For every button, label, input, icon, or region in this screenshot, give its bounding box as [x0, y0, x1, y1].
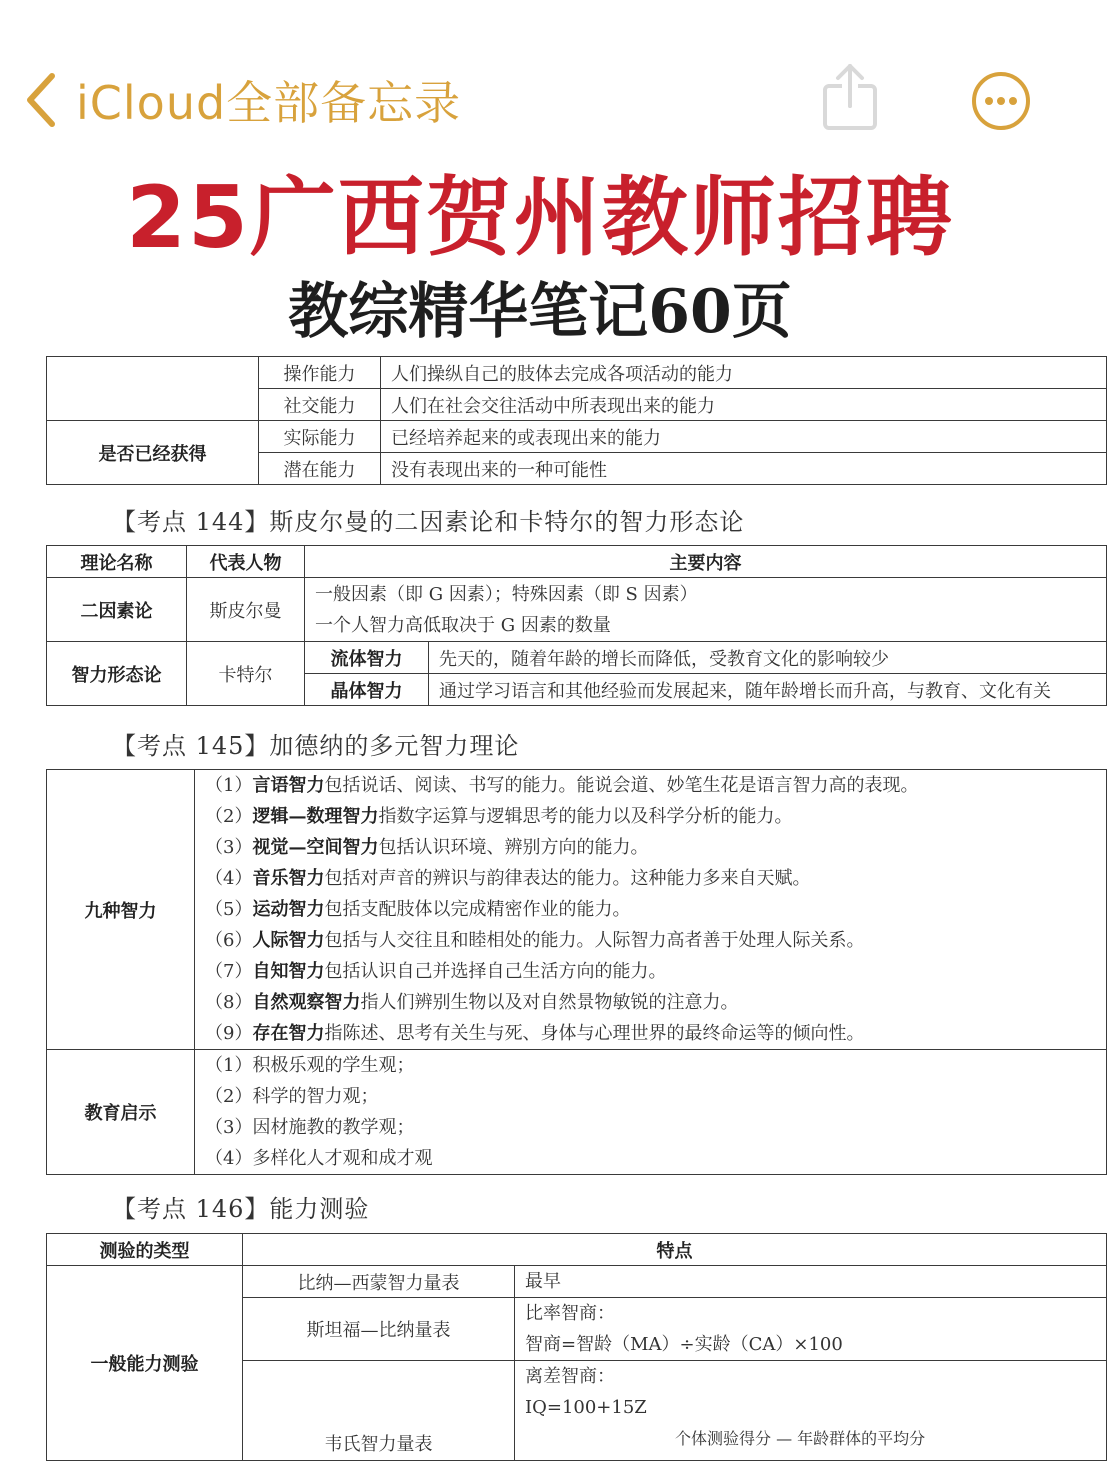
- table-header-row: [47, 1234, 1107, 1266]
- content-line: 一般因素（即 G 因素）；特殊因素（即 S 因素）: [315, 583, 698, 605]
- header-type: 测验的类型: [47, 1234, 243, 1266]
- fluid-desc: 先天的，随着年龄的增长而降低，受教育文化的影响较少: [429, 642, 1107, 674]
- ability-tests-table: [46, 1233, 1107, 1461]
- ability-types-table: [46, 356, 1107, 485]
- list-item: （3）因材施教的教学观；: [205, 1117, 415, 1138]
- scale-feature: [515, 1361, 1107, 1461]
- sub-title: 教综精华笔记60页: [288, 277, 792, 347]
- list-item: （2）科学的智力观；: [205, 1086, 379, 1107]
- chevron-left-icon: [22, 70, 62, 130]
- table-row: [47, 421, 1107, 453]
- theory-name: 智力形态论: [47, 642, 187, 706]
- group-label: 一般能力测验: [47, 1266, 243, 1461]
- multiple-intelligences-table: [46, 769, 1107, 1175]
- list-item: （9）存在智力指陈述、思考有关生与死、身体与心理世界的最终命运等的倾向性。: [205, 1023, 865, 1044]
- feature-line: 离差智商：: [525, 1366, 615, 1387]
- scale-name: 比纳—西蒙智力量表: [243, 1266, 515, 1298]
- fluid-term: 流体智力: [305, 642, 429, 674]
- table-row: [47, 357, 1107, 389]
- ability-desc: 人们在社会交往活动中所表现出来的能力: [381, 389, 1107, 421]
- nine-items: [195, 770, 1107, 1050]
- section-heading-145: 【考点 145】加德纳的多元智力理论: [112, 732, 520, 760]
- ability-type: 实际能力: [259, 421, 381, 453]
- list-item: （6）人际智力包括与人交往且和睦相处的能力。人际智力高者善于处理人际关系。: [205, 930, 865, 951]
- list-item: （7）自知智力包括认识自己并选择自己生活方向的能力。: [205, 961, 667, 982]
- ability-type: 操作能力: [259, 357, 381, 389]
- nav-bar: [0, 0, 1080, 160]
- back-label: iCloud全部备忘录: [76, 76, 462, 130]
- table-row: [47, 578, 1107, 642]
- ability-desc: 人们操纵自己的肢体去完成各项活动的能力: [381, 357, 1107, 389]
- table-cell-empty: [47, 357, 259, 421]
- theory-content: [305, 578, 1107, 642]
- crystal-term: 晶体智力: [305, 674, 429, 706]
- list-item: （2）逻辑—数理智力指数字运算与逻辑思考的能力以及科学分析的能力。: [205, 806, 793, 827]
- header-content: 主要内容: [305, 546, 1107, 578]
- share-icon[interactable]: [820, 62, 880, 132]
- feature-line: IQ=100+15Z: [525, 1397, 647, 1418]
- header-feature: 特点: [243, 1234, 1107, 1266]
- ability-type: 社交能力: [259, 389, 381, 421]
- list-item: （4）多样化人才观和成才观: [205, 1148, 433, 1169]
- table-row: [47, 1266, 1107, 1298]
- table-header-row: [47, 546, 1107, 578]
- ability-type: 潜在能力: [259, 453, 381, 485]
- crystal-desc: 通过学习语言和其他经验而发展起来，随年龄增长而升高，与教育、文化有关: [429, 674, 1107, 706]
- theory-name: 二因素论: [47, 578, 187, 642]
- feature-line: 智商=智龄（MA）÷实龄（CA）×100: [525, 1334, 843, 1355]
- header-theory: 理论名称: [47, 546, 187, 578]
- header-person: 代表人物: [187, 546, 305, 578]
- ability-desc: 已经培养起来的或表现出来的能力: [381, 421, 1107, 453]
- table-row: [47, 1050, 1107, 1175]
- list-item: （1）言语智力包括说话、阅读、书写的能力。能说会道、妙笔生花是语言智力高的表现。: [205, 775, 919, 796]
- group-label: 是否已经获得: [47, 421, 259, 485]
- section-heading-146: 【考点 146】能力测验: [112, 1195, 370, 1223]
- list-item: （5）运动智力包括支配肢体以完成精密作业的能力。: [205, 899, 631, 920]
- content-line: 一个人智力高低取决于 G 因素的数量: [315, 614, 611, 636]
- list-item: （3）视觉—空间智力包括认识环境、辨别方向的能力。: [205, 837, 649, 858]
- theory-person: 斯皮尔曼: [187, 578, 305, 642]
- intelligence-theory-table: [46, 545, 1107, 706]
- table-row: [47, 642, 1107, 674]
- scale-feature: [515, 1266, 1107, 1298]
- section-heading-144: 【考点 144】斯皮尔曼的二因素论和卡特尔的智力形态论: [112, 508, 745, 536]
- feature-line: 比率智商：: [525, 1303, 615, 1324]
- theory-person: 卡特尔: [187, 642, 305, 706]
- feature-line: 最早: [525, 1271, 561, 1292]
- list-item: （4）音乐智力包括对声音的辨识与韵律表达的能力。这种能力多来自天赋。: [205, 868, 811, 889]
- back-button[interactable]: [22, 68, 461, 132]
- ability-desc: 没有表现出来的一种可能性: [381, 453, 1107, 485]
- edu-items: [195, 1050, 1107, 1175]
- scale-feature: [515, 1298, 1107, 1361]
- scale-name: 斯坦福—比纳量表: [243, 1298, 515, 1361]
- table-row: [47, 770, 1107, 1050]
- list-item: （8）自然观察智力指人们辨别生物以及对自然景物敏锐的注意力。: [205, 992, 739, 1013]
- scale-name: 韦氏智力量表: [243, 1361, 515, 1461]
- nine-label: 九种智力: [47, 770, 195, 1050]
- list-item: （1）积极乐观的学生观；: [205, 1055, 415, 1076]
- main-title: 25广西贺州教师招聘: [126, 168, 954, 268]
- edu-label: 教育启示: [47, 1050, 195, 1175]
- feature-line: 个体测验得分 — 年龄群体的平均分: [675, 1429, 926, 1448]
- more-icon[interactable]: [970, 70, 1032, 132]
